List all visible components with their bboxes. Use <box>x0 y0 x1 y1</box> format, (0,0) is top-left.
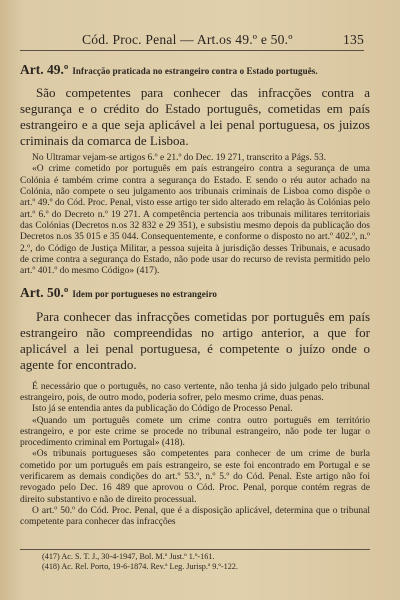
article-50-quote-continuation: O art.º 50.º do Cód. Proc. Penal, que é a disposição aplicável, determina que o tribunal competente para conhecer das infracções <box>20 505 370 528</box>
page-body <box>20 60 370 529</box>
article-50-quote: «Quando um português comete um crime contra outro português em território estrangeiro, e por este crime se procede no tribunal estrangeiro, não pode ter lugar o procedimento criminal em Portugal» (418). <box>20 415 370 449</box>
running-title: Cód. Proc. Penal — Art.os 49.º e 50.º <box>82 32 293 47</box>
article-50-heading <box>20 283 370 302</box>
article-49-heading <box>20 60 370 79</box>
footnote-418: (418) Ac. Rel. Porto, 19-6-1874. Rev.ª Leg. Jurisp.ª 9.º-122. <box>42 562 238 572</box>
article-50-title: Idem por portugueses no estrangeiro <box>72 289 217 300</box>
article-50-rule: Para conhecer das infracções cometidas por português em país estrangeiro não compreendidas no artigo anterior, a que for aplicável a lei penal portuguesa, é competente o juízo onde o agente for encontrado. <box>20 308 370 372</box>
article-49-jurisprudence: «O crime cometido por português em país estrangeiro contra a segurança de uma Colónia é também crime contra a segurança do Estado. E sendo o réu autor achado na Colónia, não compete o seu julgamento aos tribunais criminais de Lisboa como dispõe o art.º 49.º do Cód. Proc. Penal, visto esse artigo ter sido alterado em relação às Colónias pelo art.º 6.º do Decreto n.º 19 271. A competência pertencia aos tribunais militares territoriais das Colónias (Decretos n.os 32 832 e 29 351), e subsistiu mesmo depois da publicação dos Decretos n.os 35 015 e 35 044. Consequentemente, e conforme o disposto no art.º 402.º, n.º 2.º, do Código de Justiça Militar, a pessoa sujeita à jurisdição desses Tribunais, e acusado de crime contra a segurança do Estado, não pode usar do recurso de revista permitido pelo art.º 401.º do mesmo Código» (417). <box>20 164 370 277</box>
article-49-note: No Ultramar vejam-se artigos 6.º e 21.º do Dec. 19 271, transcrito a Págs. 53. <box>32 153 326 164</box>
article-50-note: Isto já se entendia antes da publicação do Código de Processo Penal. <box>32 404 293 415</box>
article-50-note: É necessário que o português, no caso vertente, não tenha já sido julgado pelo tribunal estrangeiro, pois, de outro modo, poderia sofrer, pelo mesmo crime, duas penas. <box>20 381 370 403</box>
page-number: 135 <box>343 32 364 47</box>
footnote-417: (417) Ac. S. T. J., 30-4-1947, Bol. M.º Just.º 1.º-161. <box>42 552 215 561</box>
article-49-title: Infracção praticada no estrangeiro contra o Estado português. <box>72 66 318 76</box>
running-header <box>20 28 364 51</box>
article-49-number: Art. 49.º <box>20 62 69 77</box>
footnotes <box>20 549 370 572</box>
article-50-quote: «Os tribunais portugueses são competentes para conhecer de um crime de burla cometido por um português em país estrangeiro, se este foi encontrado em Portugal e se verificarem as demais condições do art.º 53.º, n.º 5.º do Cód. Penal. Este artigo não foi revogado pelo Dec. 16 489 que aprovou o Cód. Proc. Penal, porque contém regras de direito substantivo e não de direito processual. <box>20 449 370 505</box>
article-49-rule: São competentes para conhecer das infracções contra a segurança e o crédito do Estado português, cometidas em país estrangeiro e a que seja aplicável a lei penal portuguesa, os juizos criminais da comarca de Lisboa. <box>20 85 370 149</box>
article-50-number: Art. 50.º <box>20 285 69 301</box>
